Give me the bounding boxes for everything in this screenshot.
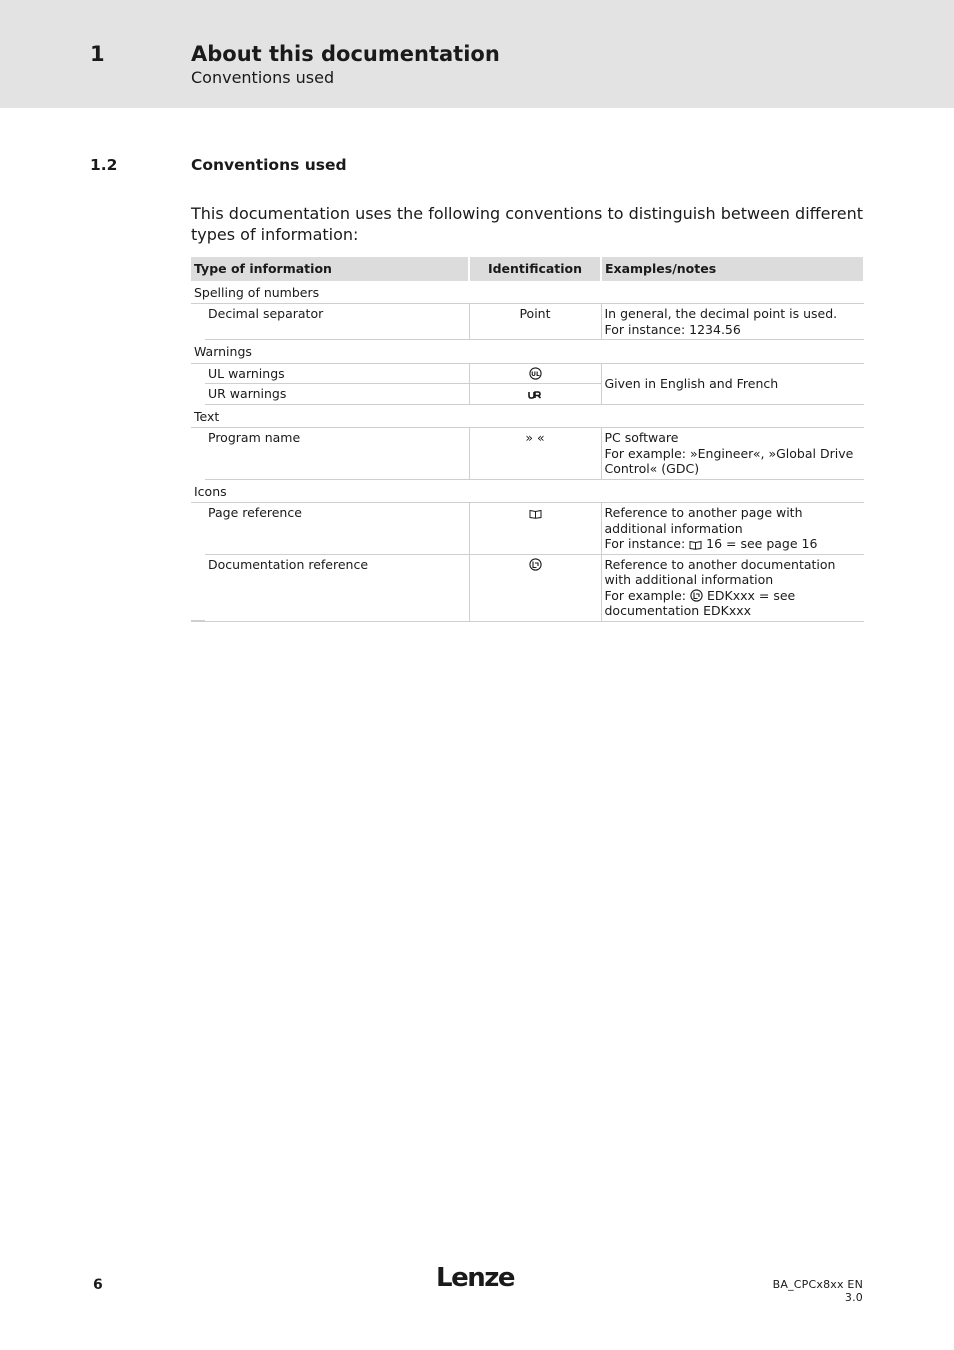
note-line	[605, 536, 862, 552]
row-identification	[469, 503, 601, 555]
section-number: 1.2	[90, 156, 118, 174]
table-row-page-reference	[191, 503, 864, 555]
group-row-warnings	[191, 340, 864, 364]
row-identification	[469, 384, 601, 405]
row-name: Decimal separator	[205, 304, 469, 340]
row-name: Documentation reference	[205, 554, 469, 621]
group-row-numbers	[191, 281, 864, 304]
note-line: PC software	[604, 430, 679, 445]
indent-cell	[191, 503, 205, 555]
note-line	[605, 588, 862, 619]
document-id: BA_CPCx8xx EN 3.0	[772, 1278, 863, 1304]
row-note	[601, 428, 864, 480]
note-line: Reference to another page with additional information	[604, 505, 803, 536]
group-row-text	[191, 404, 864, 428]
chapter-title: About this documentation	[191, 42, 500, 66]
row-name: UR warnings	[205, 384, 469, 405]
table-row-documentation-reference	[191, 554, 864, 621]
group-label: Icons	[191, 479, 864, 503]
table-row-program	[191, 428, 864, 480]
note-prefix: For example:	[604, 587, 687, 603]
indent-cell	[191, 428, 205, 480]
note-prefix: For instance:	[604, 536, 686, 551]
header-type: Type of information	[191, 257, 469, 281]
note-suffix: EDKxxx = see documentation EDKxxx	[604, 587, 796, 618]
conventions-table	[191, 257, 865, 622]
ul-mark-icon	[529, 367, 542, 380]
indent-cell	[191, 554, 205, 621]
header-examples: Examples/notes	[601, 257, 864, 281]
chapter-subtitle: Conventions used	[191, 68, 335, 87]
book-icon	[529, 509, 542, 519]
note-suffix: 16 = see page 16	[706, 536, 818, 551]
row-note	[601, 304, 864, 340]
svg-text:UL: UL	[530, 370, 540, 378]
row-identification: Point	[469, 304, 601, 340]
row-note	[601, 554, 864, 621]
chapter-number: 1	[90, 42, 105, 66]
row-identification: » «	[469, 428, 601, 480]
table-header-row	[191, 257, 864, 281]
row-identification	[469, 554, 601, 621]
note-line: Reference to another documentation with additional information	[604, 556, 836, 587]
row-name: Program name	[205, 428, 469, 480]
row-note	[601, 503, 864, 555]
row-identification	[469, 363, 601, 384]
section-title: Conventions used	[191, 156, 347, 174]
note-line: For example: »Engineer«, »Global Drive Control« (GDC)	[604, 445, 854, 476]
indent-cell	[191, 384, 205, 405]
group-label: Spelling of numbers	[191, 281, 864, 304]
documentation-reference-icon	[690, 589, 703, 602]
table-row-ul	[191, 363, 864, 384]
note-line: For instance: 1234.56	[604, 321, 741, 337]
group-row-icons	[191, 479, 864, 503]
row-name: Page reference	[205, 503, 469, 555]
book-icon	[689, 540, 702, 550]
indent-cell	[191, 363, 205, 384]
intro-paragraph: This documentation uses the following conventions to distinguish between different types of information:	[191, 204, 863, 244]
group-label: Text	[191, 404, 864, 428]
indent-cell	[191, 304, 205, 340]
row-name: UL warnings	[205, 363, 469, 384]
row-note: Given in English and French	[601, 363, 864, 404]
documentation-reference-icon	[529, 558, 542, 571]
note-line: In general, the decimal point is used.	[604, 306, 838, 321]
page-number: 6	[93, 1277, 103, 1293]
lenze-logo: Lenze	[436, 1263, 514, 1293]
table-row-decimal	[191, 304, 864, 340]
ur-mark-icon	[528, 390, 542, 400]
header-identification: Identification	[469, 257, 601, 281]
group-label: Warnings	[191, 340, 864, 364]
